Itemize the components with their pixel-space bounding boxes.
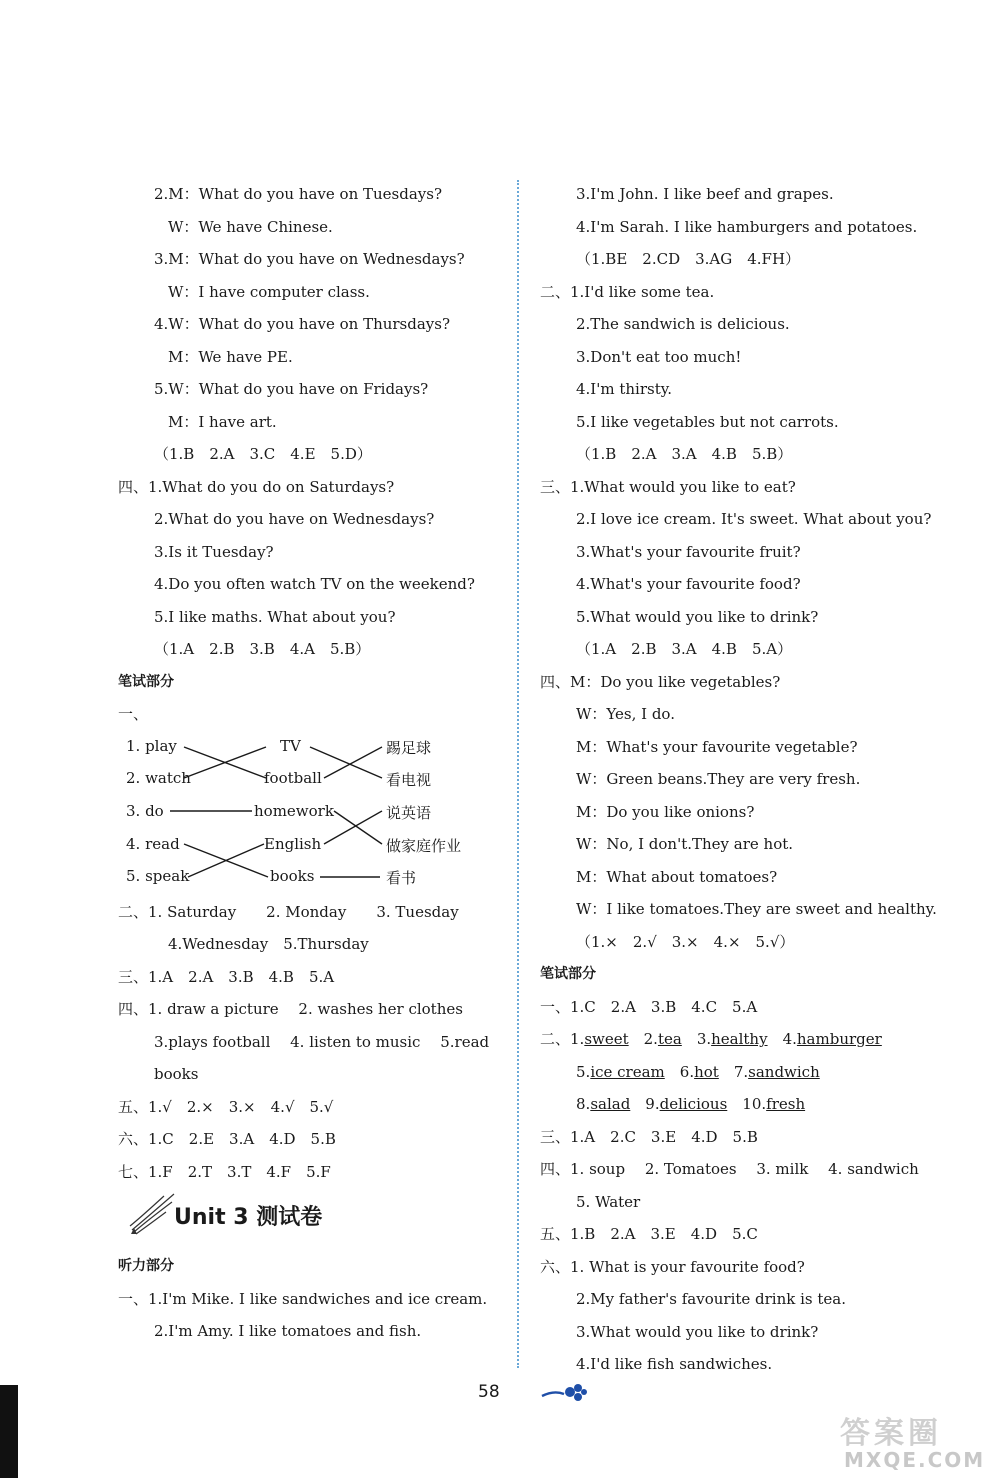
answer-line: 5. Water [576, 1192, 641, 1211]
flower-ornament-icon [540, 1380, 588, 1406]
underlined-answer: tea [657, 1030, 682, 1048]
answer-line: 四、1. draw a picture 2. washes her clothes [118, 1000, 463, 1018]
right-column [540, 178, 940, 1381]
match-left-4: 4. read [126, 834, 180, 853]
underlined-answer: sandwich [748, 1062, 820, 1081]
answer-line: W：We have Chinese. [168, 217, 333, 236]
answer-line: 3.What would you like to drink? [576, 1322, 819, 1341]
answer-line [540, 1088, 940, 1121]
answer-line: 五、1.B 2.A 3.E 4.D 5.C [540, 1225, 758, 1243]
underlined-answer: hamburger [796, 1030, 882, 1048]
answer-line: 5.I like vegetables but not carrots. [576, 412, 839, 431]
answer-line: （1.B 2.A 3.A 4.B 5.B） [576, 445, 793, 463]
watermark-url: MXQE.COM [844, 1448, 986, 1472]
unit-title-block [118, 1188, 508, 1250]
answer-line: 4.I'd like fish sandwiches. [576, 1355, 773, 1373]
match-left-3: 3. do [126, 801, 164, 820]
item-number: 5. [576, 1062, 591, 1081]
match-middle-4: English [264, 834, 322, 853]
answer-line: 3.plays football 4. listen to music 5.read [154, 1032, 490, 1051]
match-left-2: 2. watch [126, 768, 191, 787]
answer-line: （1.× 2.√ 3.× 4.× 5.√） [576, 932, 795, 951]
page-number: 58 [478, 1382, 500, 1402]
answer-line: 4.W：What do you have on Thursdays? [154, 315, 451, 333]
match-line [188, 844, 264, 877]
match-line [324, 747, 382, 778]
answer-line: M：What about tomatoes? [576, 867, 778, 886]
answer-line: 4.Wednesday 5.Thursday [168, 935, 369, 953]
item-number: 3. [681, 1030, 712, 1048]
watermark-text: 答案圈 [840, 1416, 942, 1451]
underlined-answers [540, 1023, 940, 1121]
answer-line: 4.I'm thirsty. [576, 380, 672, 398]
item-number: 2. [628, 1030, 658, 1048]
answer-line: 4.I'm Sarah. I like hamburgers and potatoes. [576, 217, 918, 236]
item-number: 7. [718, 1062, 749, 1081]
answer-line: 4.Do you often watch TV on the weekend? [154, 575, 475, 593]
answer-line: M：I have art. [168, 412, 277, 431]
answer-line: M：We have PE. [168, 347, 293, 366]
answer-line: 5.W：What do you have on Fridays? [154, 380, 429, 398]
written-section-heading: 笔试部分 [118, 673, 174, 690]
answer-line: 3.What's your favourite fruit? [576, 542, 801, 561]
answer-line: W：I like tomatoes.They are sweet and healthy. [576, 900, 937, 918]
match-right-4: 做家庭作业 [386, 836, 462, 855]
item-number: 10. [727, 1095, 767, 1113]
match-middle-1: TV [280, 736, 301, 755]
answer-line: 三、1.A 2.A 3.B 4.B 5.A [118, 967, 335, 986]
answer-line: W：I have computer class. [168, 282, 370, 301]
answer-line: 七、1.F 2.T 3.T 4.F 5.F [118, 1162, 331, 1181]
answer-line: （1.BE 2.CD 3.AG 4.FH） [576, 250, 801, 268]
answer-line: 二、1. Saturday 2. Monday 3. Tuesday [118, 902, 459, 921]
answer-line: （1.B 2.A 3.C 4.E 5.D） [154, 445, 372, 463]
matching-exercise [118, 731, 508, 896]
answer-line [540, 1056, 940, 1089]
unit-title: Unit 3 测试卷 [174, 1205, 323, 1230]
underlined-answer: ice cream [590, 1062, 665, 1081]
answer-line: 五、1.√ 2.× 3.× 4.√ 5.√ [118, 1097, 334, 1116]
answer-line: 六、1. What is your favourite food? [540, 1257, 805, 1276]
left-answers-block-c [118, 1283, 508, 1348]
item-number: 二、1. [540, 1030, 585, 1048]
answer-line: 六、1.C 2.E 3.A 4.D 5.B [118, 1130, 336, 1148]
answer-line: 二、1.I'd like some tea. [540, 282, 715, 301]
match-line [334, 811, 382, 844]
answer-line: 2.The sandwich is delicious. [576, 315, 790, 333]
listening-section-heading: 听力部分 [118, 1258, 174, 1274]
answer-line: 5.I like maths. What about you? [154, 607, 396, 626]
section-one-label: 一、 [118, 705, 149, 723]
match-right-5: 看书 [386, 868, 417, 887]
match-right-3: 说英语 [386, 803, 432, 822]
answer-line: 2.My father's favourite drink is tea. [576, 1290, 846, 1308]
watermark-logo [830, 1408, 990, 1476]
answer-line: 2.M：What do you have on Tuesdays? [154, 185, 443, 203]
scan-edge-mark [0, 1385, 18, 1478]
answer-line: 3.I'm John. I like beef and grapes. [576, 185, 834, 203]
answer-line: （1.A 2.B 3.A 4.B 5.A） [576, 640, 793, 658]
match-left-5: 5. speak [126, 866, 190, 885]
answer-line: 4.What's your favourite food? [576, 575, 801, 593]
underlined-answer: healthy [711, 1030, 768, 1048]
item-number: 6. [664, 1062, 695, 1081]
match-middle-5: books [270, 866, 315, 885]
answer-line: 三、1.What would you like to eat? [540, 477, 796, 496]
right-answers-block-a [540, 178, 940, 958]
answer-line: 四、1.What do you do on Saturdays? [118, 477, 395, 496]
left-answers-block-a [118, 178, 508, 666]
match-left-1: 1. play [126, 736, 177, 755]
answer-line: 四、M：Do you like vegetables? [540, 672, 781, 691]
answer-line: 5.What would you like to drink? [576, 607, 819, 626]
answer-line: W：Yes, I do. [576, 705, 675, 723]
written-section-heading-right: 笔试部分 [540, 966, 596, 982]
item-number: 8. [576, 1095, 591, 1113]
answer-line: 一、1.C 2.A 3.B 4.C 5.A [540, 997, 758, 1016]
match-middle-3: homework [254, 801, 334, 820]
comet-icon [126, 1190, 178, 1242]
answer-line: 3.Don't eat too much! [576, 347, 742, 366]
answer-line: （1.A 2.B 3.B 4.A 5.B） [154, 640, 371, 658]
column-divider [517, 180, 519, 1368]
left-column [118, 178, 508, 1348]
answer-line: books [154, 1065, 199, 1083]
answer-line: W：No, I don't.They are hot. [576, 835, 794, 853]
item-number: 9. [630, 1095, 660, 1113]
match-right-2: 看电视 [386, 770, 432, 789]
answer-line: 三、1.A 2.C 3.E 4.D 5.B [540, 1127, 758, 1146]
answer-line: 2.I'm Amy. I like tomatoes and fish. [154, 1322, 422, 1340]
answer-line: 四、1. soup 2. Tomatoes 3. milk 4. sandwich [540, 1160, 919, 1178]
answer-line: 2.What do you have on Wednesdays? [154, 510, 435, 528]
underlined-answer: fresh [766, 1095, 806, 1113]
match-middle-2: football [264, 768, 322, 787]
underlined-answer: hot [694, 1062, 719, 1081]
underlined-answer: salad [590, 1095, 631, 1113]
answer-line: 2.I love ice cream. It's sweet. What about you? [576, 510, 932, 528]
answer-line: 3.M：What do you have on Wednesdays? [154, 250, 465, 268]
answer-line [540, 1023, 940, 1056]
answer-line: M：Do you like onions? [576, 802, 755, 821]
answer-line: 3.Is it Tuesday? [154, 542, 274, 561]
match-right-1: 踢足球 [386, 738, 432, 757]
item-number: 4. [767, 1030, 797, 1048]
underlined-answer: delicious [659, 1095, 728, 1113]
answer-line: W：Green beans.They are very fresh. [576, 770, 861, 788]
answer-line: M：What's your favourite vegetable? [576, 737, 858, 756]
underlined-answer: sweet [584, 1030, 629, 1048]
left-answers-block-b [118, 896, 508, 1189]
answer-line: 一、1.I'm Mike. I like sandwiches and ice cream. [118, 1289, 488, 1308]
right-answers-block-b [540, 1121, 940, 1381]
